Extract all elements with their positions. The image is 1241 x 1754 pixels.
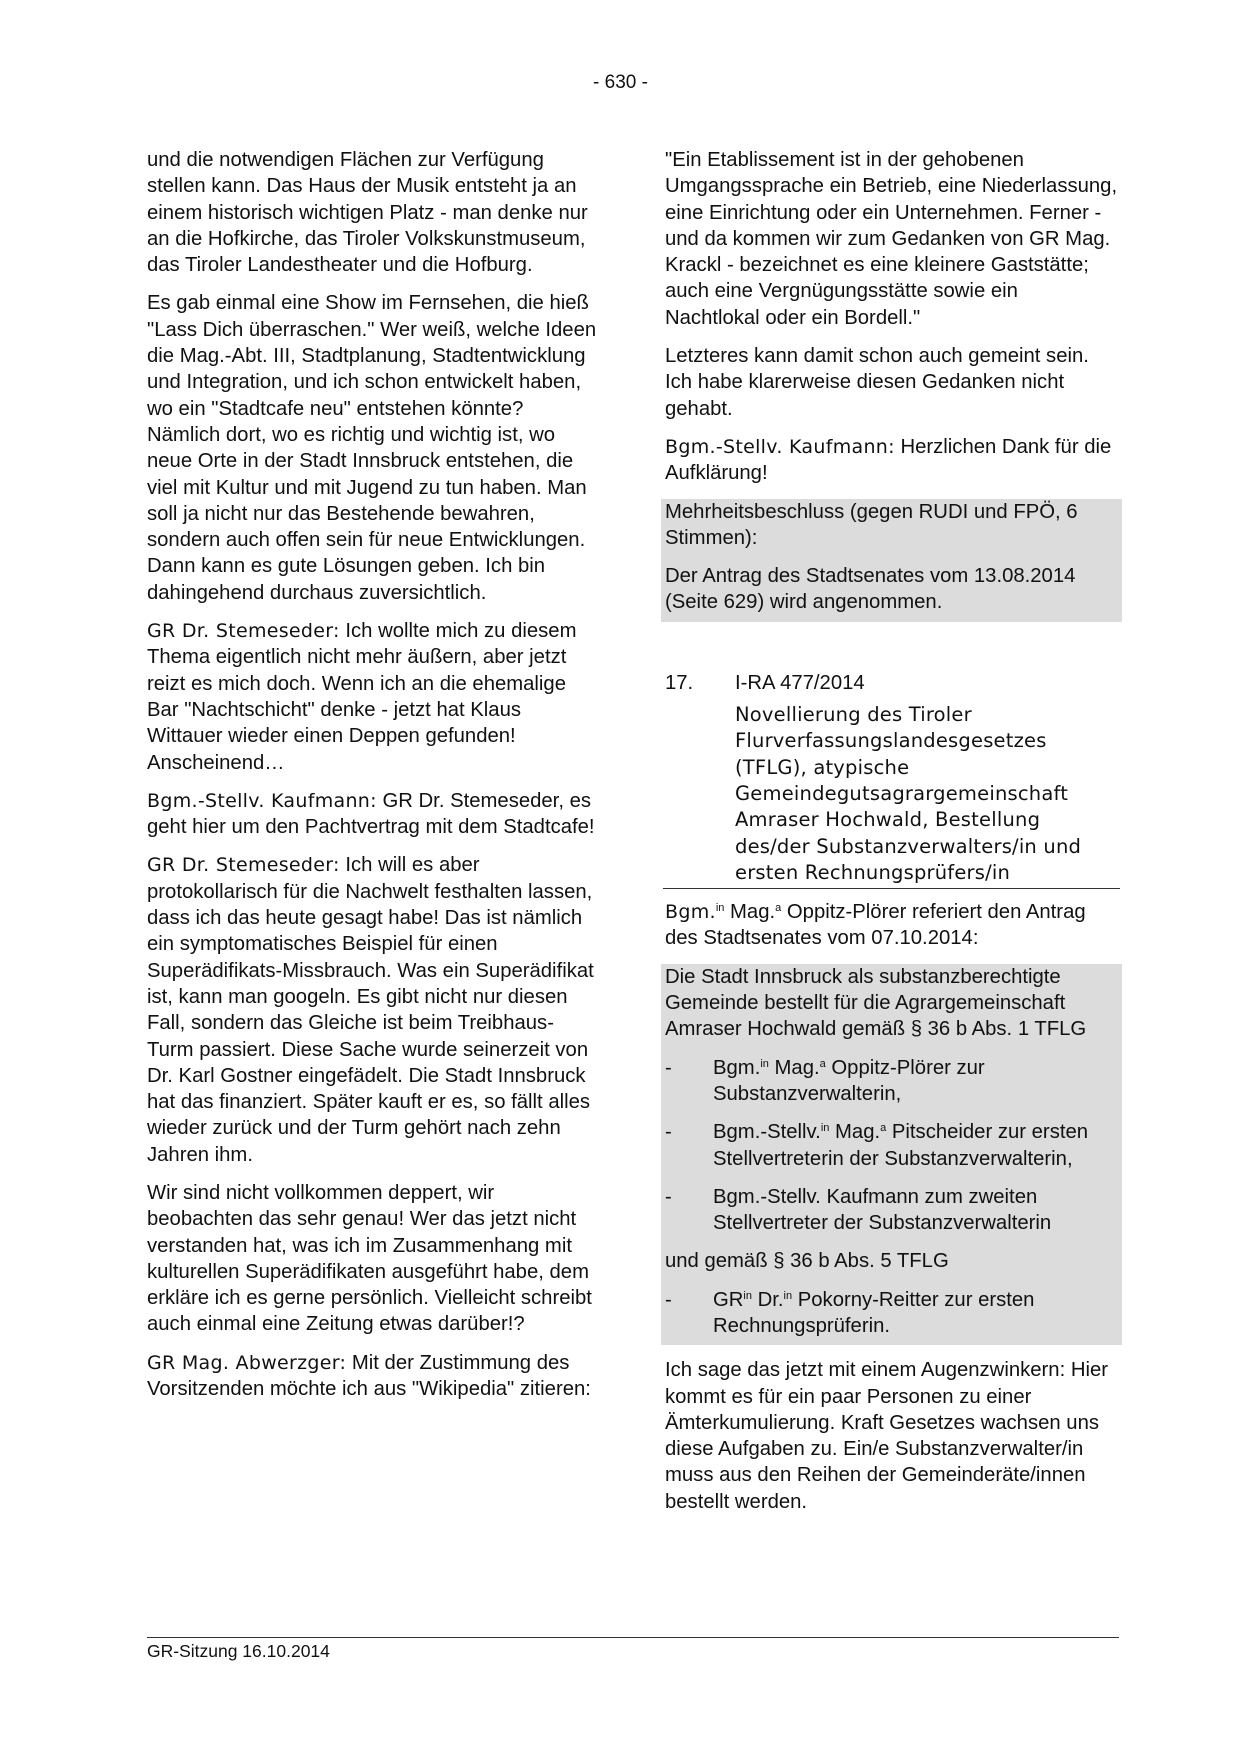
motion-mid: und gemäß § 36 b Abs. 5 TFLG bbox=[665, 1250, 949, 1273]
speaker-name: GR Mag. Abwerzger: bbox=[147, 1351, 347, 1374]
referent-title: Bgm. bbox=[665, 901, 716, 924]
speech-text: Ich will es aber protokollarisch für die Nachwelt festhalten lassen, dass ich das heute gesagt habe! Das ist nämlich ein symptomatisches Beispiel für einen Superädifikats-Missbrauch. Was ein Superädifikat ist, kann man googeln. Es gibt nicht nur diesen Fall, sondern das Gleiche ist beim Treibhaus-Turm passiert. Diese Sache wurde seinerzeit von Dr. Karl Gostner eingefädelt. Die Stadt Innsbruck hat das finanziert. Später kauft er es, so fällt alles wieder zurück und der Turm gehört nach zehn Jahren ihm. bbox=[147, 854, 594, 1166]
speech-text: GR Dr. Stemeseder, es geht hier um den Pachtvertrag mit dem Stadtcafe! bbox=[147, 789, 595, 839]
decision-text: Der Antrag des Stadtsenates vom 13.08.2014 (Seite 629) wird angenommen. bbox=[665, 565, 1076, 614]
list-item-text bbox=[713, 1055, 1118, 1108]
agenda-item-header bbox=[665, 670, 1118, 696]
paragraph: Wir sind nicht vollkommen deppert, wir beobachten das sehr genau! Wer das jetzt nicht verstanden hat, was ich im Zusammenhang mit kulturellen Superädifikaten ausgeführt habe, dem erkläre ich es gerne persönlich. Vielleicht schreibt auch einmal eine Zeitung etwas darüber!? bbox=[147, 1181, 592, 1336]
text: Pokorny-Reitter zur ersten Rechnungsprüferin. bbox=[713, 1288, 1035, 1337]
paragraph bbox=[147, 788, 597, 841]
wikipedia-quote: "Ein Etablissement ist in der gehobenen Umgangssprache ein Betrieb, eine Niederlassung, eine Einrichtung oder ein Unternehmen. Ferner - und da kommen wir zum Gedanken von GR Mag. Krackl - bezeichnet es eine kleinere Gaststätte; auch eine Vergnügungsstätte sowie ein Nachtlokal oder ein Bordell." bbox=[665, 149, 1118, 329]
page-number: - 630 - bbox=[593, 72, 648, 93]
list-item bbox=[665, 1287, 1118, 1346]
decision-result: Mehrheitsbeschluss (gegen RUDI und FPÖ, 6 Stimmen): bbox=[665, 500, 1078, 549]
title: Mag. bbox=[829, 1121, 881, 1144]
paragraph: Ich sage das jetzt mit einem Augenzwinkern: Hier kommt es für ein paar Personen zu einer Ämterkumulierung. Kraft Gesetzes wachsen uns diese Aufgaben zu. Ein/e Substanzverwalter/in muss aus den Reihen der Gemeinderäte/innen bestellt werden. bbox=[665, 1359, 1109, 1513]
speech-text: Mit der Zustimmung des Vorsitzenden möchte ich aus "Wikipedia" zitieren: bbox=[147, 1351, 591, 1401]
list-item-text bbox=[713, 1119, 1118, 1172]
superscript: in bbox=[743, 1289, 752, 1302]
motion-box bbox=[661, 964, 1122, 1346]
agenda-item-number: 17. bbox=[665, 671, 694, 694]
list-item bbox=[665, 1184, 1118, 1237]
title: Bgm.-Stellv. bbox=[713, 1121, 821, 1144]
title: Bgm. bbox=[713, 1056, 761, 1079]
speech-text: Ich wollte mich zu diesem Thema eigentlich nicht mehr äußern, aber jetzt reizt es mich doch. Wenn ich an die ehemalige Bar "Nachtschicht" denke - jetzt hat Klaus Wittauer wieder einen Deppen gefunden! Anscheinend… bbox=[147, 620, 577, 774]
paragraph bbox=[147, 1350, 597, 1403]
dash-bullet: - bbox=[665, 1056, 672, 1079]
referent-text: Oppitz-Plörer referiert den Antrag des Stadtsenates vom 07.10.2014: bbox=[665, 901, 1086, 950]
speech-text: Herzlichen Dank für die Aufklärung! bbox=[665, 435, 1112, 485]
superscript: a bbox=[880, 1122, 887, 1135]
paragraph bbox=[147, 852, 597, 1168]
speaker-name: GR Dr. Stemeseder: bbox=[147, 854, 340, 877]
decision-box bbox=[661, 499, 1122, 622]
title: Dr. bbox=[751, 1288, 784, 1311]
list-item-text bbox=[713, 1287, 1118, 1340]
divider bbox=[663, 888, 1120, 889]
paragraph: Es gab einmal eine Show im Fernsehen, die hieß "Lass Dich überraschen." Wer weiß, welche Ideen die Mag.-Abt. III, Stadtplanung, Stadtentwicklung und Integration, und ich schon entwickelt haben, wo ein "Stadtcafe neu" entstehen könnte? Nämlich dort, wo es richtig und wichtig ist, wo neue Orte in der Stadt Innsbruck entstehen, die viel mit Kultur und mit Jugend zu tun haben. Man soll ja nicht nur das Bestehende bewahren, sondern auch offen sein für neue Entwicklungen. Dann kann es gute Lösungen geben. Ich bin dahingehend durchaus zuversichtlich. bbox=[147, 292, 597, 604]
title: GR bbox=[713, 1288, 744, 1311]
superscript: in bbox=[820, 1122, 830, 1135]
footer-text: GR-Sitzung 16.10.2014 bbox=[147, 1641, 330, 1661]
referent-line bbox=[665, 899, 1118, 952]
agenda-item-title: Novellierung des Tiroler Flurverfassungslandesgesetzes (TFLG), atypische Gemeindegutsagrargemeinschaft Amraser Hochwald, Bestellung des/der Substanzverwalters/in und ersten Rechnungsprüfers/in bbox=[735, 703, 1082, 884]
motion-intro: Die Stadt Innsbruck als substanzberechtigte Gemeinde bestellt für die Agrargemeinschaft Amraser Hochwald gemäß § 36 b Abs. 1 TFLG bbox=[665, 965, 1087, 1041]
right-column bbox=[665, 147, 1118, 1527]
paragraph: und die notwendigen Flächen zur Verfügung stellen kann. Das Haus der Musik entsteht ja an einem historisch wichtigen Platz - man denke nur an die Hofkirche, das Tiroler Volkskunstmuseum, das Tiroler Landestheater und die Hofburg. bbox=[147, 149, 588, 277]
text: Pitscheider zur ersten Stellvertreterin der Substanzverwalterin, bbox=[713, 1121, 1089, 1170]
text: Oppitz-Plörer zur Substanzverwalterin, bbox=[713, 1056, 985, 1105]
speaker-name: GR Dr. Stemeseder: bbox=[147, 620, 340, 643]
superscript: a bbox=[775, 902, 782, 915]
paragraph bbox=[665, 434, 1118, 487]
speaker-name: Bgm.-Stellv. Kaufmann: bbox=[147, 789, 377, 812]
footer-divider bbox=[147, 1637, 1119, 1638]
title: Mag. bbox=[768, 1056, 820, 1079]
list-item-text: Bgm.-Stellv. Kaufmann zum zweiten Stellvertreter der Substanzverwalterin bbox=[713, 1185, 1052, 1235]
superscript: a bbox=[819, 1057, 826, 1070]
list-item bbox=[665, 1055, 1118, 1108]
superscript: in bbox=[715, 902, 725, 915]
agenda-item-reference: I-RA 477/2014 bbox=[735, 671, 865, 694]
dash-bullet: - bbox=[665, 1288, 672, 1311]
referent-title: Mag. bbox=[724, 901, 776, 924]
speaker-name: Bgm.-Stellv. Kaufmann: bbox=[665, 435, 895, 458]
dash-bullet: - bbox=[665, 1185, 672, 1208]
dash-bullet: - bbox=[665, 1121, 672, 1144]
superscript: in bbox=[783, 1289, 793, 1302]
left-column bbox=[147, 147, 597, 1414]
superscript: in bbox=[760, 1057, 769, 1070]
paragraph: Letzteres kann damit schon auch gemeint sein. Ich habe klarerweise diesen Gedanken nicht gehabt. bbox=[665, 345, 1089, 420]
paragraph bbox=[147, 618, 597, 776]
list-item bbox=[665, 1119, 1118, 1172]
